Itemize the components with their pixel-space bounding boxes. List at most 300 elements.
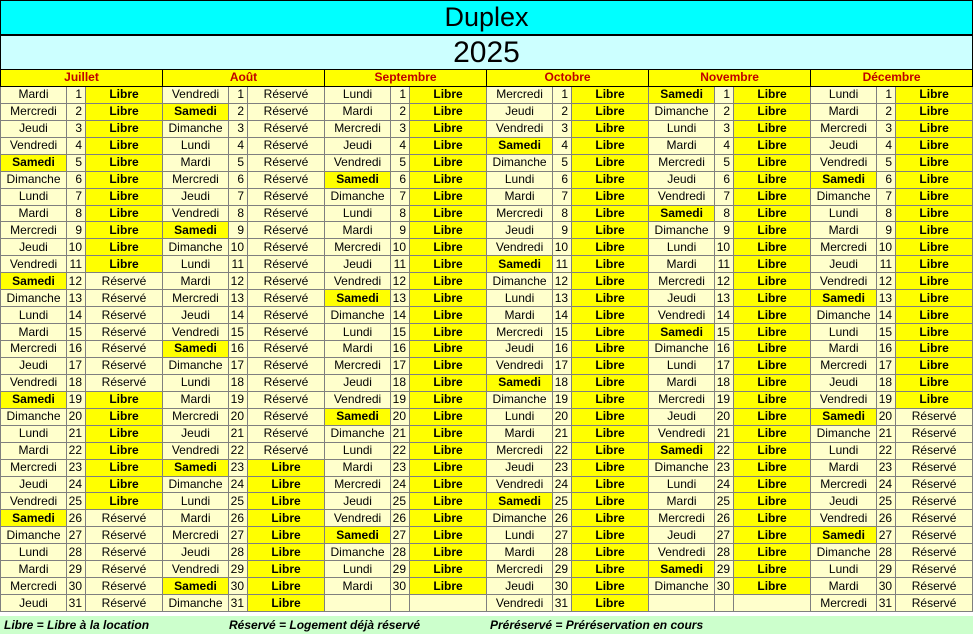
status-cell[interactable]: Libre [572,527,649,544]
status-cell[interactable]: Réservé [86,273,163,290]
status-cell[interactable]: Réservé [248,307,325,324]
day-number-cell: 2 [67,103,86,120]
day-row [1,154,973,171]
day-number-cell: 16 [877,341,896,358]
status-cell[interactable]: Réservé [86,290,163,307]
status-cell[interactable]: Libre [896,103,973,120]
status-cell[interactable]: Libre [734,459,811,476]
status-cell[interactable]: Libre [572,256,649,273]
weekday-cell: Mardi [649,493,715,510]
status-cell[interactable]: Libre [410,86,487,103]
status-cell[interactable]: Libre [410,476,487,493]
status-cell[interactable]: Libre [734,120,811,137]
status-cell[interactable]: Réservé [896,595,973,612]
status-cell[interactable]: Libre [248,527,325,544]
status-cell[interactable]: Libre [896,154,973,171]
status-cell[interactable]: Réservé [86,527,163,544]
empty-cell [325,595,391,612]
status-cell[interactable]: Libre [86,188,163,205]
day-number-cell: 15 [715,324,734,341]
day-number-cell: 17 [391,357,410,374]
weekday-cell: Dimanche [649,222,715,239]
status-cell[interactable]: Libre [734,442,811,459]
day-row [1,171,973,188]
status-cell[interactable]: Libre [572,510,649,527]
weekday-cell: Samedi [1,510,67,527]
status-cell[interactable]: Libre [896,324,973,341]
day-number-cell: 11 [553,256,572,273]
weekday-cell: Jeudi [811,137,877,154]
weekday-cell: Lundi [325,324,391,341]
day-number-cell: 25 [877,493,896,510]
status-cell[interactable]: Libre [896,137,973,154]
status-cell[interactable]: Réservé [248,137,325,154]
day-row [1,222,973,239]
status-cell[interactable]: Libre [86,493,163,510]
weekday-cell: Vendredi [325,391,391,408]
status-cell[interactable]: Libre [734,527,811,544]
status-cell[interactable]: Libre [248,578,325,595]
status-cell[interactable]: Réservé [896,561,973,578]
status-cell[interactable]: Réservé [896,578,973,595]
status-cell[interactable]: Libre [572,391,649,408]
legend-reserve: Réservé = Logement déjà réservé [229,618,421,632]
status-cell[interactable]: Libre [896,374,973,391]
status-cell[interactable]: Libre [86,137,163,154]
status-cell[interactable]: Libre [410,154,487,171]
status-cell[interactable]: Libre [410,188,487,205]
status-cell[interactable]: Libre [248,493,325,510]
status-cell[interactable]: Libre [410,137,487,154]
status-cell[interactable]: Libre [248,595,325,612]
day-number-cell: 5 [553,154,572,171]
status-cell[interactable]: Réservé [248,357,325,374]
day-number-cell: 21 [553,425,572,442]
status-cell[interactable]: Libre [572,374,649,391]
status-cell[interactable]: Libre [86,205,163,222]
status-cell[interactable]: Libre [896,120,973,137]
status-cell[interactable]: Libre [734,154,811,171]
status-cell[interactable]: Libre [572,307,649,324]
status-cell[interactable]: Libre [734,476,811,493]
status-cell[interactable]: Réservé [248,408,325,425]
status-cell[interactable]: Libre [410,578,487,595]
status-cell[interactable]: Libre [572,578,649,595]
status-cell[interactable]: Libre [572,425,649,442]
status-cell[interactable]: Libre [572,459,649,476]
weekday-cell: Dimanche [649,341,715,358]
status-cell[interactable]: Libre [734,510,811,527]
status-cell[interactable]: Libre [896,391,973,408]
status-cell[interactable]: Libre [410,273,487,290]
status-cell[interactable]: Libre [410,341,487,358]
status-cell[interactable]: Libre [734,171,811,188]
status-cell[interactable]: Libre [734,408,811,425]
status-cell[interactable]: Libre [734,290,811,307]
status-cell[interactable]: Libre [410,544,487,561]
status-cell[interactable]: Libre [896,205,973,222]
weekday-cell: Lundi [487,527,553,544]
status-cell[interactable]: Libre [896,290,973,307]
day-number-cell: 9 [553,222,572,239]
day-number-cell: 15 [391,324,410,341]
weekday-cell: Mardi [649,374,715,391]
status-cell[interactable]: Réservé [896,527,973,544]
weekday-cell: Vendredi [811,510,877,527]
status-cell[interactable]: Réservé [248,86,325,103]
status-cell[interactable]: Libre [734,256,811,273]
status-cell[interactable]: Libre [734,544,811,561]
status-cell[interactable]: Réservé [248,120,325,137]
day-number-cell: 17 [553,357,572,374]
day-number-cell: 6 [553,171,572,188]
status-cell[interactable]: Réservé [896,442,973,459]
status-cell[interactable]: Libre [410,510,487,527]
status-cell[interactable]: Libre [410,527,487,544]
status-cell[interactable]: Libre [86,459,163,476]
empty-cell [410,595,487,612]
day-number-cell: 21 [877,425,896,442]
status-cell[interactable]: Libre [734,357,811,374]
status-cell[interactable]: Réservé [86,578,163,595]
status-cell[interactable]: Libre [896,341,973,358]
legend-libre: Libre = Libre à la location [4,618,150,632]
day-number-cell: 3 [553,120,572,137]
weekday-cell: Vendredi [649,188,715,205]
status-cell[interactable]: Libre [734,561,811,578]
status-cell[interactable]: Réservé [86,307,163,324]
day-number-cell: 8 [715,205,734,222]
weekday-cell: Lundi [649,120,715,137]
status-cell[interactable]: Libre [86,391,163,408]
weekday-cell: Vendredi [487,357,553,374]
day-number-cell: 14 [391,307,410,324]
weekday-cell: Mardi [649,137,715,154]
status-cell[interactable]: Réservé [896,510,973,527]
status-cell[interactable]: Libre [572,137,649,154]
day-row [1,357,973,374]
status-cell[interactable]: Libre [410,442,487,459]
status-cell[interactable]: Libre [734,273,811,290]
status-cell[interactable]: Libre [734,374,811,391]
status-cell[interactable]: Libre [734,578,811,595]
weekday-cell: Mercredi [487,442,553,459]
weekday-cell: Mercredi [487,205,553,222]
status-cell[interactable]: Libre [410,561,487,578]
status-cell[interactable]: Libre [410,171,487,188]
status-cell[interactable]: Libre [410,222,487,239]
status-cell[interactable]: Libre [572,103,649,120]
status-cell[interactable]: Libre [410,256,487,273]
day-number-cell: 31 [67,595,86,612]
status-cell[interactable]: Libre [734,205,811,222]
status-cell[interactable]: Libre [572,188,649,205]
status-cell[interactable]: Libre [410,391,487,408]
status-cell[interactable]: Libre [572,341,649,358]
status-cell[interactable]: Libre [572,561,649,578]
day-number-cell: 29 [877,561,896,578]
day-number-cell: 18 [877,374,896,391]
weekday-cell: Samedi [325,171,391,188]
status-cell[interactable]: Libre [734,86,811,103]
weekday-cell: Samedi [163,222,229,239]
status-cell[interactable]: Libre [734,324,811,341]
status-cell[interactable]: Libre [86,408,163,425]
status-cell[interactable]: Libre [410,324,487,341]
status-cell[interactable]: Libre [572,222,649,239]
day-number-cell: 15 [553,324,572,341]
day-number-cell: 22 [715,442,734,459]
status-cell[interactable]: Libre [734,307,811,324]
status-cell[interactable]: Réservé [86,324,163,341]
status-cell[interactable]: Libre [734,391,811,408]
day-number-cell: 29 [553,561,572,578]
status-cell[interactable]: Réservé [248,154,325,171]
weekday-cell: Dimanche [487,510,553,527]
day-number-cell: 14 [877,307,896,324]
status-cell[interactable]: Réservé [896,493,973,510]
day-number-cell: 27 [391,527,410,544]
status-cell[interactable]: Réservé [248,171,325,188]
day-number-cell: 12 [391,273,410,290]
status-cell[interactable]: Libre [734,137,811,154]
weekday-cell: Vendredi [649,544,715,561]
weekday-cell: Samedi [649,86,715,103]
weekday-cell: Mercredi [811,357,877,374]
weekday-cell: Mercredi [487,324,553,341]
status-cell[interactable]: Réservé [248,324,325,341]
status-cell[interactable]: Réservé [896,408,973,425]
status-cell[interactable]: Réservé [86,561,163,578]
status-cell[interactable]: Libre [410,290,487,307]
status-cell[interactable]: Libre [86,239,163,256]
day-number-cell: 7 [229,188,248,205]
weekday-cell: Vendredi [163,86,229,103]
day-number-cell: 20 [877,408,896,425]
day-row [1,239,973,256]
day-number-cell: 14 [67,307,86,324]
status-cell[interactable]: Réservé [86,341,163,358]
status-cell[interactable]: Libre [734,103,811,120]
status-cell[interactable]: Libre [896,222,973,239]
weekday-cell: Mercredi [163,527,229,544]
status-cell[interactable]: Libre [572,290,649,307]
status-cell[interactable]: Libre [86,222,163,239]
day-number-cell: 2 [877,103,896,120]
status-cell[interactable]: Libre [572,357,649,374]
status-cell[interactable]: Réservé [248,391,325,408]
status-cell[interactable]: Réservé [248,374,325,391]
weekday-cell: Vendredi [649,425,715,442]
weekday-cell: Jeudi [1,476,67,493]
status-cell[interactable]: Libre [896,273,973,290]
weekday-cell: Mercredi [163,408,229,425]
status-cell[interactable]: Libre [248,476,325,493]
status-cell[interactable]: Réservé [248,256,325,273]
status-cell[interactable]: Libre [896,86,973,103]
day-number-cell: 21 [229,425,248,442]
status-cell[interactable]: Libre [86,425,163,442]
status-cell[interactable]: Libre [572,86,649,103]
day-number-cell: 30 [229,578,248,595]
status-cell[interactable]: Libre [410,408,487,425]
weekday-cell: Mardi [1,324,67,341]
status-cell[interactable]: Libre [572,120,649,137]
status-cell[interactable]: Libre [410,103,487,120]
day-number-cell: 29 [229,561,248,578]
day-row [1,459,973,476]
status-cell[interactable]: Réservé [86,374,163,391]
status-cell[interactable]: Libre [572,205,649,222]
status-cell[interactable]: Réservé [248,442,325,459]
status-cell[interactable]: Réservé [896,459,973,476]
day-number-cell: 26 [553,510,572,527]
status-cell[interactable]: Libre [572,476,649,493]
status-cell[interactable]: Libre [734,493,811,510]
status-cell[interactable]: Libre [410,425,487,442]
status-cell[interactable]: Réservé [248,273,325,290]
status-cell[interactable]: Réservé [248,188,325,205]
status-cell[interactable]: Libre [410,120,487,137]
status-cell[interactable]: Libre [248,510,325,527]
status-cell[interactable]: Libre [248,561,325,578]
weekday-cell: Mardi [487,425,553,442]
status-cell[interactable]: Libre [734,341,811,358]
weekday-cell: Samedi [325,527,391,544]
status-cell[interactable]: Libre [572,324,649,341]
status-cell[interactable]: Libre [734,425,811,442]
status-cell[interactable]: Libre [86,86,163,103]
status-cell[interactable]: Libre [86,154,163,171]
day-number-cell: 31 [229,595,248,612]
status-cell[interactable]: Libre [896,239,973,256]
status-cell[interactable]: Libre [572,273,649,290]
day-number-cell: 5 [715,154,734,171]
day-number-cell: 20 [553,408,572,425]
weekday-cell: Jeudi [649,408,715,425]
status-cell[interactable]: Réservé [248,290,325,307]
day-number-cell: 20 [715,408,734,425]
status-cell[interactable]: Libre [572,239,649,256]
status-cell[interactable]: Réservé [86,595,163,612]
day-number-cell: 19 [391,391,410,408]
status-cell[interactable]: Libre [572,595,649,612]
status-cell[interactable]: Réservé [86,357,163,374]
status-cell[interactable]: Libre [896,171,973,188]
status-cell[interactable]: Libre [86,442,163,459]
status-cell[interactable]: Libre [896,307,973,324]
month-header: Août [163,70,325,87]
status-cell[interactable]: Libre [248,459,325,476]
status-cell[interactable]: Libre [410,205,487,222]
status-cell[interactable]: Réservé [896,425,973,442]
weekday-cell: Vendredi [811,273,877,290]
status-cell[interactable]: Libre [410,307,487,324]
day-number-cell: 29 [391,561,410,578]
status-cell[interactable]: Libre [572,544,649,561]
day-number-cell: 6 [229,171,248,188]
status-cell[interactable]: Libre [410,239,487,256]
weekday-cell: Mercredi [811,476,877,493]
weekday-cell: Lundi [649,239,715,256]
weekday-cell: Jeudi [325,493,391,510]
status-cell[interactable]: Libre [734,222,811,239]
status-cell[interactable]: Libre [572,408,649,425]
weekday-cell: Samedi [487,137,553,154]
status-cell[interactable]: Réservé [896,476,973,493]
weekday-cell: Dimanche [1,290,67,307]
weekday-cell: Dimanche [163,476,229,493]
status-cell[interactable]: Libre [572,442,649,459]
weekday-cell: Lundi [811,86,877,103]
status-cell[interactable]: Libre [248,544,325,561]
status-cell[interactable]: Libre [410,374,487,391]
status-cell[interactable]: Libre [734,239,811,256]
status-cell[interactable]: Libre [572,154,649,171]
status-cell[interactable]: Réservé [248,425,325,442]
weekday-cell: Jeudi [487,222,553,239]
status-cell[interactable]: Libre [410,357,487,374]
status-cell[interactable]: Libre [86,476,163,493]
status-cell[interactable]: Libre [86,256,163,273]
day-number-cell: 13 [229,290,248,307]
status-cell[interactable]: Réservé [86,544,163,561]
weekday-cell: Dimanche [325,425,391,442]
status-cell[interactable]: Libre [896,256,973,273]
status-cell[interactable]: Libre [896,357,973,374]
day-number-cell: 20 [229,408,248,425]
weekday-cell: Jeudi [163,307,229,324]
day-row [1,510,973,527]
day-number-cell: 16 [229,341,248,358]
status-cell[interactable]: Libre [410,493,487,510]
day-number-cell: 28 [715,544,734,561]
status-cell[interactable]: Libre [572,493,649,510]
status-cell[interactable]: Réservé [896,544,973,561]
day-number-cell: 5 [229,154,248,171]
status-cell[interactable]: Libre [734,188,811,205]
day-number-cell: 4 [229,137,248,154]
status-cell[interactable]: Libre [410,459,487,476]
status-cell[interactable]: Libre [572,171,649,188]
weekday-cell: Vendredi [1,137,67,154]
status-cell[interactable]: Libre [86,103,163,120]
day-number-cell: 26 [67,510,86,527]
status-cell[interactable]: Réservé [248,205,325,222]
day-number-cell: 28 [229,544,248,561]
day-number-cell: 19 [715,391,734,408]
day-number-cell: 22 [877,442,896,459]
status-cell[interactable]: Réservé [86,510,163,527]
day-number-cell: 14 [553,307,572,324]
weekday-cell: Samedi [487,493,553,510]
status-cell[interactable]: Réservé [248,103,325,120]
status-cell[interactable]: Réservé [248,239,325,256]
day-row [1,527,973,544]
day-number-cell: 24 [67,476,86,493]
weekday-cell: Mardi [163,510,229,527]
weekday-cell: Lundi [163,256,229,273]
day-number-cell: 20 [67,408,86,425]
status-cell[interactable]: Libre [896,188,973,205]
status-cell[interactable]: Réservé [248,222,325,239]
day-number-cell: 6 [67,171,86,188]
status-cell[interactable]: Libre [86,171,163,188]
day-number-cell: 9 [67,222,86,239]
weekday-cell: Mardi [163,273,229,290]
status-cell[interactable]: Libre [86,120,163,137]
status-cell[interactable]: Réservé [248,341,325,358]
